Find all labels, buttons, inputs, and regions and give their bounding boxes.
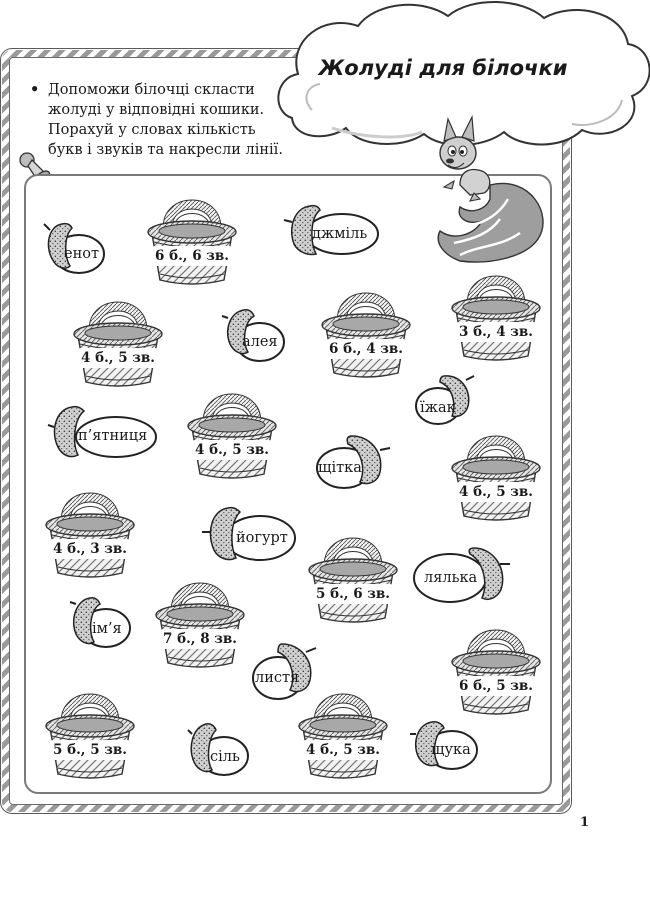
page-number: 1 <box>580 815 590 830</box>
instruction-line: Допоможи білочці скласти <box>48 82 255 98</box>
bullet: • <box>30 81 40 98</box>
acorn[interactable] <box>252 640 320 704</box>
basket[interactable] <box>320 283 412 379</box>
basket-label: 4 б., 5 зв. <box>192 440 272 460</box>
acorn-word: лялька <box>424 570 478 586</box>
instruction-line: жолуді у відповідні кошики. <box>48 102 265 118</box>
instruction-line: Порахуй у словах кількість <box>48 122 256 138</box>
basket[interactable] <box>154 573 246 669</box>
basket-label: 3 б., 4 зв. <box>456 322 536 342</box>
acorn-word: їжак <box>420 400 456 416</box>
basket[interactable] <box>186 384 278 480</box>
basket[interactable] <box>72 292 164 388</box>
acorn[interactable] <box>412 544 512 610</box>
acorn[interactable] <box>284 204 380 260</box>
acorn-word: йогурт <box>236 530 288 546</box>
basket[interactable] <box>450 266 542 362</box>
basket[interactable] <box>307 528 399 624</box>
instruction-text <box>30 80 334 160</box>
basket-label: 6 б., 4 зв. <box>326 339 406 359</box>
acorn-word: п’ятниця <box>78 428 148 444</box>
basket[interactable] <box>146 190 238 286</box>
acorn-word: ім’я <box>92 621 122 637</box>
instruction-line: букв і звуків та накресли лінії. <box>48 142 283 158</box>
acorn[interactable] <box>188 722 250 780</box>
basket[interactable] <box>450 620 542 716</box>
acorn[interactable] <box>410 720 478 776</box>
page-title: Жолуді для білочки <box>318 56 568 80</box>
basket-label: 5 б., 5 зв. <box>50 740 130 760</box>
acorn[interactable] <box>70 596 132 654</box>
acorn[interactable] <box>222 308 286 366</box>
basket-label: 4 б., 5 зв. <box>456 482 536 502</box>
basket-label: 4 б., 5 зв. <box>303 740 383 760</box>
acorn[interactable] <box>200 504 298 568</box>
basket[interactable] <box>44 483 136 579</box>
basket-label: 6 б., 6 зв. <box>152 246 232 266</box>
acorn-word: енот <box>64 246 99 262</box>
basket-label: 4 б., 3 зв. <box>50 539 130 559</box>
acorn[interactable] <box>44 220 106 280</box>
basket-label: 6 б., 5 зв. <box>456 676 536 696</box>
basket-label: 5 б., 6 зв. <box>313 584 393 604</box>
acorn-word: сіль <box>210 749 240 765</box>
basket-label: 4 б., 5 зв. <box>78 348 158 368</box>
acorn[interactable] <box>48 405 160 463</box>
squirrel-icon <box>430 115 550 265</box>
acorn-word: алея <box>242 334 278 350</box>
acorn[interactable] <box>316 434 394 494</box>
acorn-word: щука <box>431 742 471 758</box>
acorn-word: щітка <box>318 460 362 476</box>
acorn[interactable] <box>414 372 476 428</box>
basket[interactable] <box>450 426 542 522</box>
acorn-word: джміль <box>312 226 368 242</box>
basket-label: 7 б., 8 зв. <box>160 629 240 649</box>
acorn-word: листя <box>255 670 300 686</box>
basket[interactable] <box>44 684 136 780</box>
